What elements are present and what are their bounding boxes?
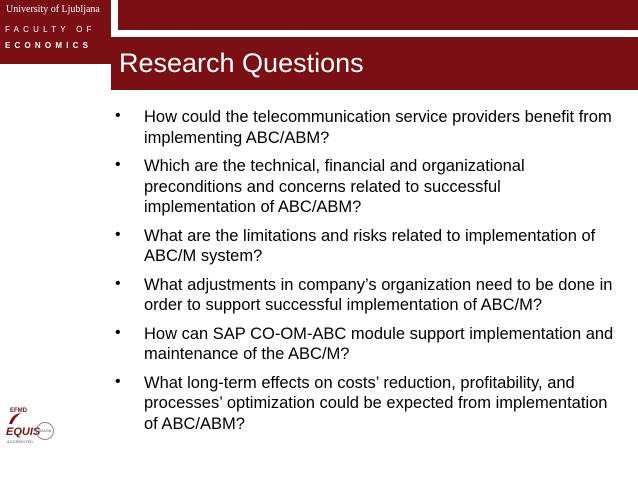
slide-title: Research Questions: [119, 48, 364, 78]
bullet-item: [112, 156, 617, 218]
equis-label: EQUIS: [6, 426, 41, 438]
faculty-name-line2: ECONOMICS: [5, 41, 93, 50]
bullet-icon: •: [115, 225, 121, 243]
bullet-text: How could the telecommunication service providers benefit from implementing ABC/ABM?: [144, 108, 612, 147]
header-bar: [118, 0, 638, 30]
faculty-logo-block: [0, 0, 111, 64]
accredited-label: ACCREDITED: [7, 439, 34, 444]
bullet-list: [112, 107, 617, 442]
bullet-icon: •: [115, 323, 121, 341]
bullet-icon: •: [115, 274, 121, 292]
aacsb-label: AACSB: [39, 429, 51, 433]
bullet-text: What are the limitations and risks related to implementation of ABC/M system?: [144, 226, 596, 265]
bullet-text: How can SAP CO-OM-ABC module support implementation and maintenance of the ABC/M?: [144, 324, 614, 363]
university-name: University of Ljubljana: [6, 4, 100, 15]
bullet-item: [112, 226, 617, 267]
bullet-icon: •: [115, 372, 121, 390]
bullet-text: Which are the technical, financial and organizational preconditions and concerns related to successful implementation of ABC/ABM?: [144, 157, 525, 216]
bullet-item: [112, 107, 617, 148]
bullet-item: [112, 324, 617, 365]
efmd-label: EFMD: [10, 408, 27, 414]
accreditation-logos: [6, 408, 50, 460]
bullet-icon: •: [115, 156, 121, 173]
aacsb-seal-icon: [36, 422, 54, 440]
bullet-item: [112, 373, 617, 435]
bullet-text: What long-term effects on costs’ reduction, profitability, and processes’ optimization could be expected from implementation of ABC/ABM?: [144, 373, 608, 433]
faculty-name-line1: FACULTY OF: [5, 25, 96, 34]
bullet-icon: •: [115, 107, 121, 124]
title-bar: [111, 37, 638, 90]
equis-swoosh-icon: [8, 412, 22, 426]
bullet-text: What adjustments in company’s organization need to be done in order to support successful implementation of ABC/M?: [144, 275, 613, 314]
bullet-item: [112, 275, 617, 316]
